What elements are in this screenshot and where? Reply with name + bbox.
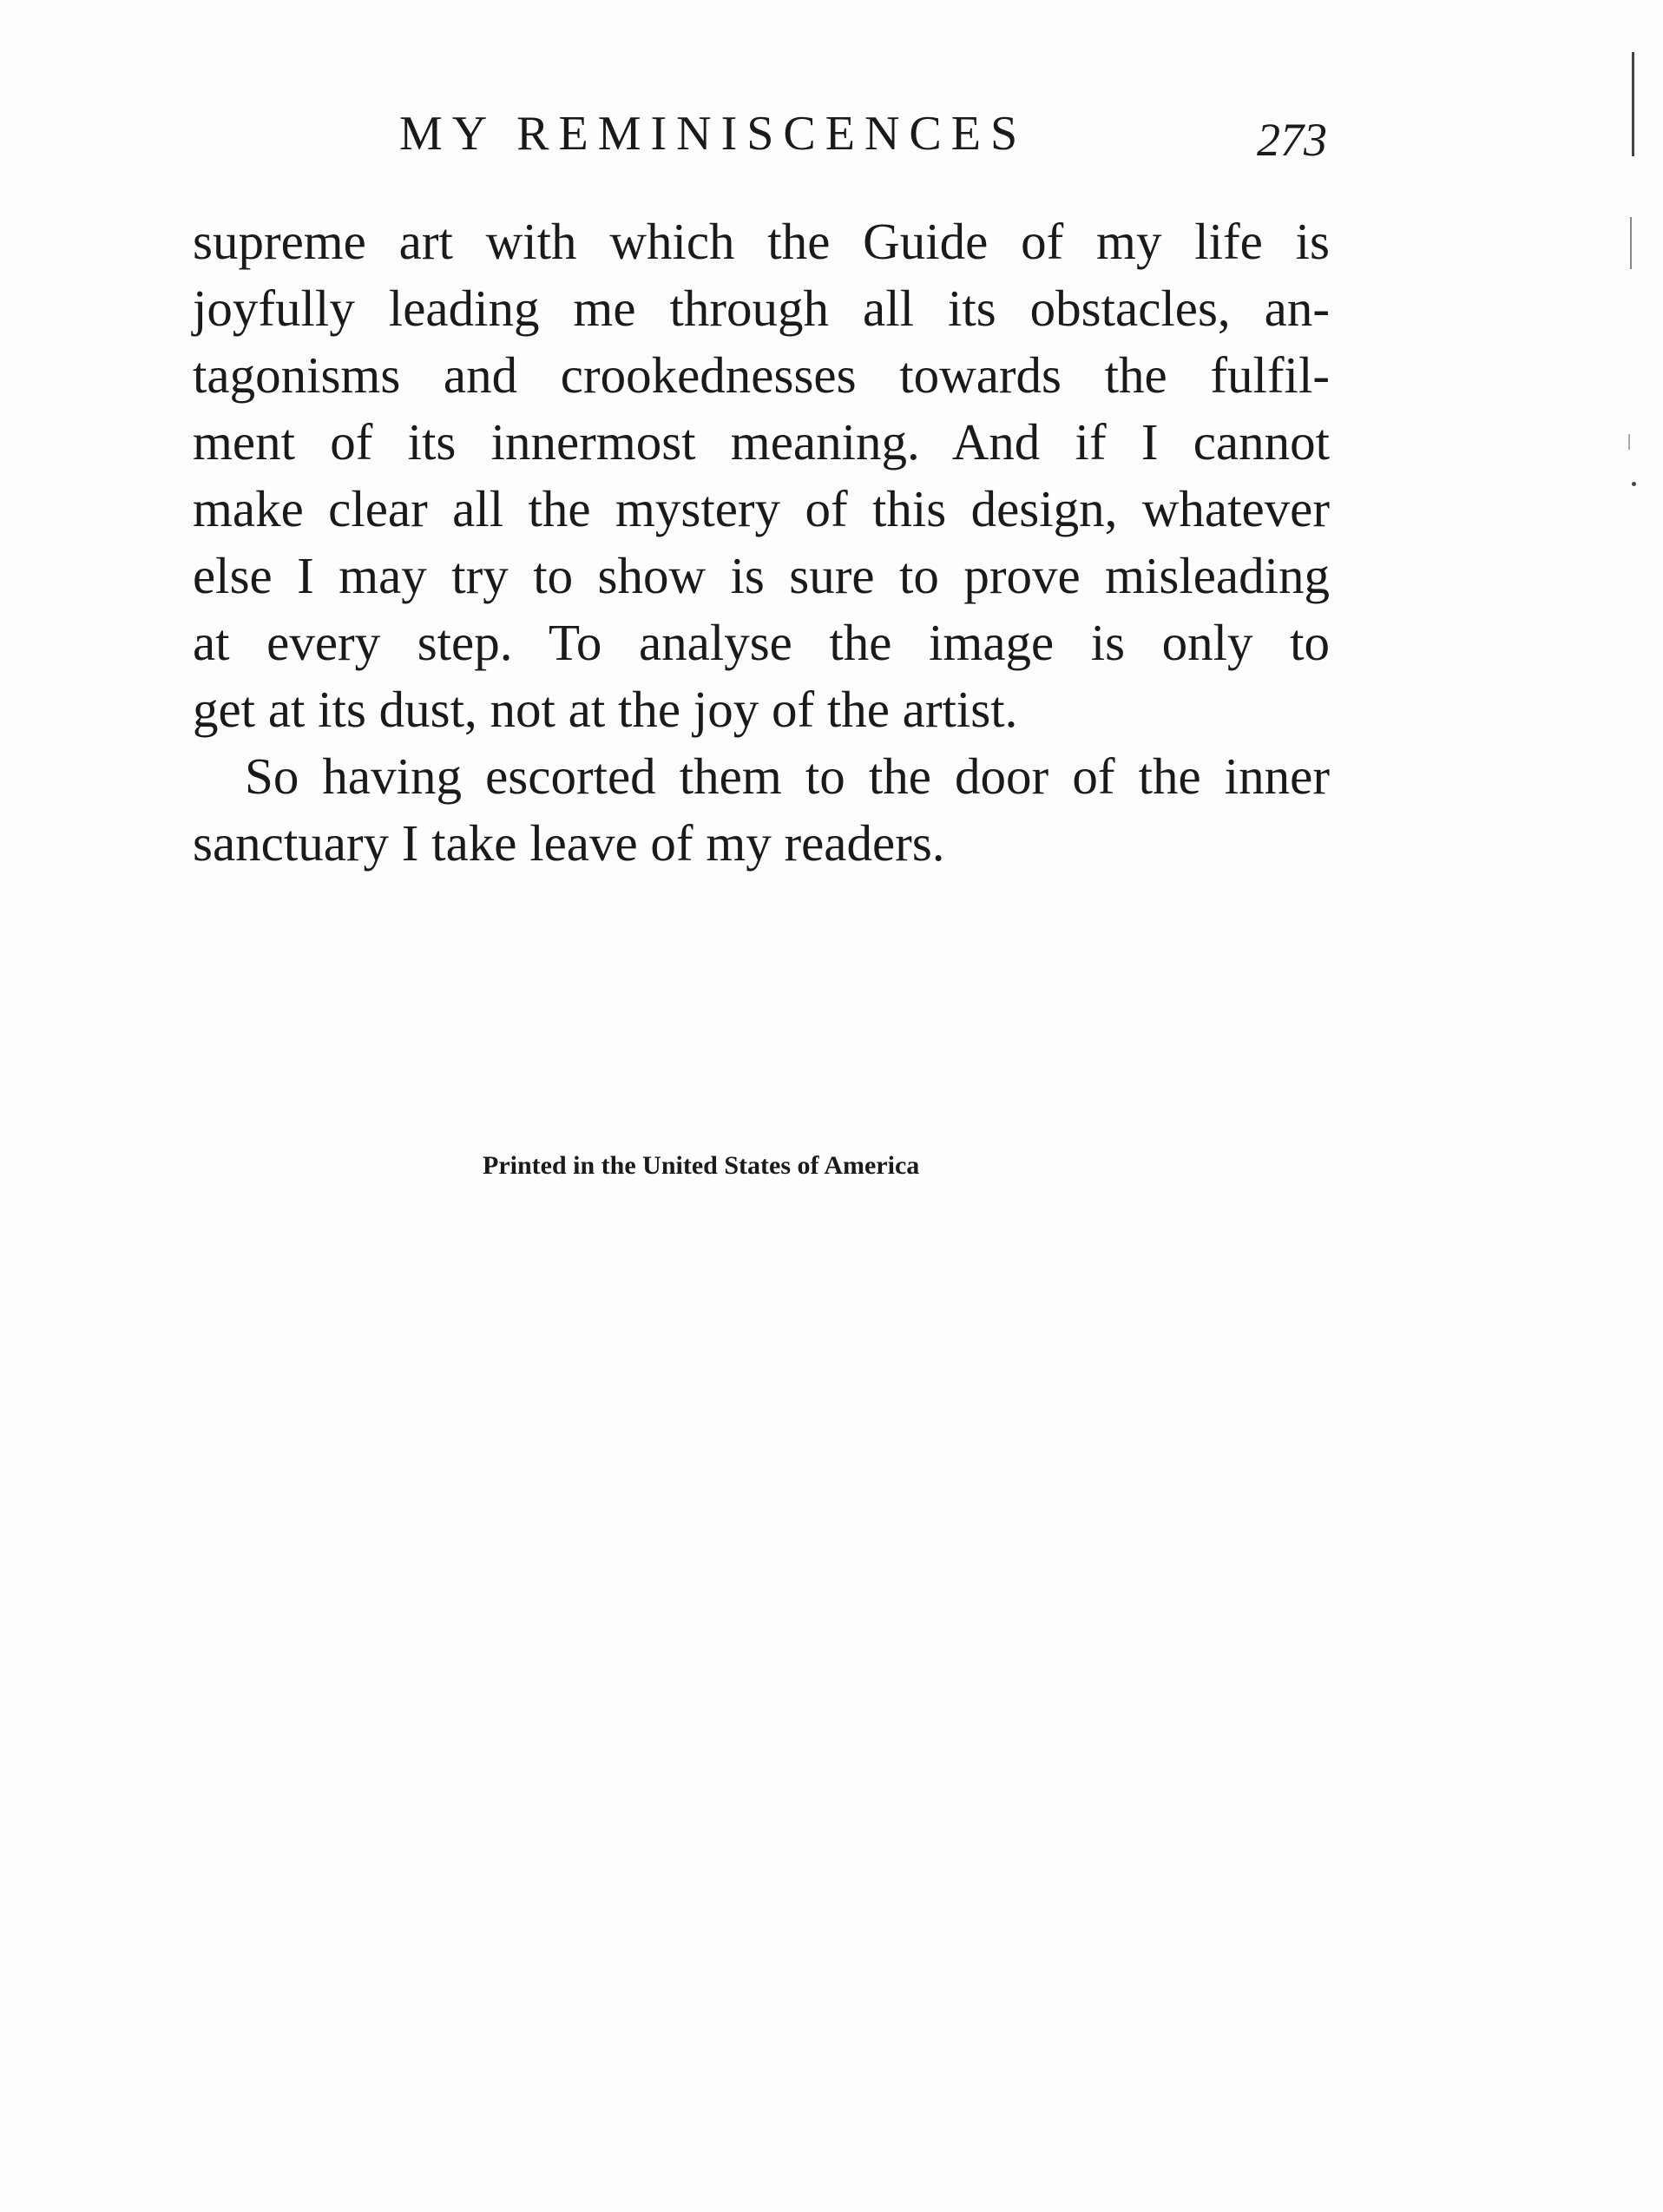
scan-edge-mark [1632, 52, 1634, 156]
scan-edge-mark [1632, 482, 1636, 486]
text-line: at every step. To analyse the image is only to [193, 614, 1330, 671]
text-line: joyfully leading me through all its obstacles, an- [193, 280, 1330, 337]
text-line: tagonisms and crookednesses towards the fulfil- [193, 346, 1330, 404]
text-line: So having escorted them to the door of the inner [245, 747, 1330, 805]
text-line: supreme art with which the Guide of my life is [193, 213, 1330, 270]
printer-colophon: Printed in the United States of America [483, 1151, 920, 1180]
page-number: 273 [1257, 114, 1327, 166]
scan-edge-mark [1628, 434, 1630, 450]
text-line: get at its dust, not at the joy of the artist. [193, 681, 1018, 738]
paragraph [193, 743, 1330, 877]
running-title: MY REMINISCENCES [399, 107, 1028, 161]
text-line: ment of its innermost meaning. And if I cannot [193, 413, 1330, 471]
text-line: sanctuary I take leave of my readers. [193, 814, 945, 872]
paragraph [193, 208, 1330, 743]
scan-edge-mark [1630, 217, 1632, 269]
text-line: make clear all the mystery of this design, whatever [193, 480, 1330, 537]
body-text [193, 208, 1330, 877]
text-line: else I may try to show is sure to prove misleading [193, 547, 1330, 604]
